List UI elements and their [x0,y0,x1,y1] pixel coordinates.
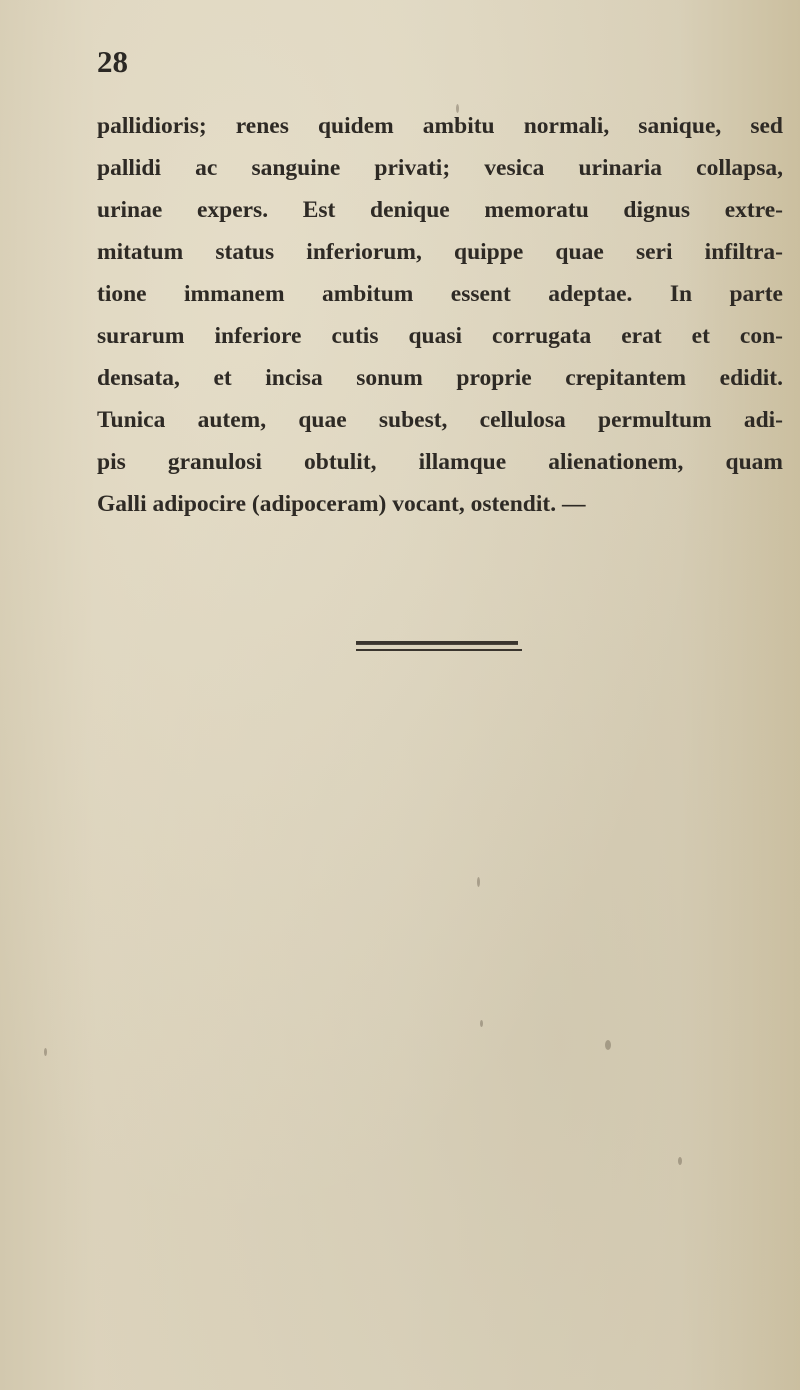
paper-speck [477,877,480,887]
paper-speck [44,1048,47,1056]
body-paragraph [97,105,787,525]
text-line: pallidioris; renes quidem ambitu normali, sanique, sed [97,113,783,139]
text-line: densata, et incisa sonum proprie crepitantem edidit. [97,365,783,391]
paper-speck [480,1020,483,1027]
page-number: 28 [97,44,128,79]
paper-speck [678,1157,682,1165]
text-line: Tunica autem, quae subest, cellulosa permultum adi- [97,407,783,433]
paper-speck [605,1040,611,1050]
section-divider-rule-thin [356,649,522,651]
text-line: tione immanem ambitum essent adeptae. In parte [97,281,783,307]
text-line: mitatum status inferiorum, quippe quae seri infiltra- [97,239,783,265]
paper-speck [456,104,459,113]
section-divider-rule [356,641,518,645]
text-line: pallidi ac sanguine privati; vesica urinaria collapsa, [97,155,783,181]
text-line: urinae expers. Est denique memoratu dignus extre- [97,197,783,223]
text-line: Galli adipocire (adipoceram) vocant, ostendit. — [97,491,586,517]
text-line: pis granulosi obtulit, illamque alienationem, quam [97,449,783,475]
text-line: surarum inferiore cutis quasi corrugata erat et con- [97,323,783,349]
